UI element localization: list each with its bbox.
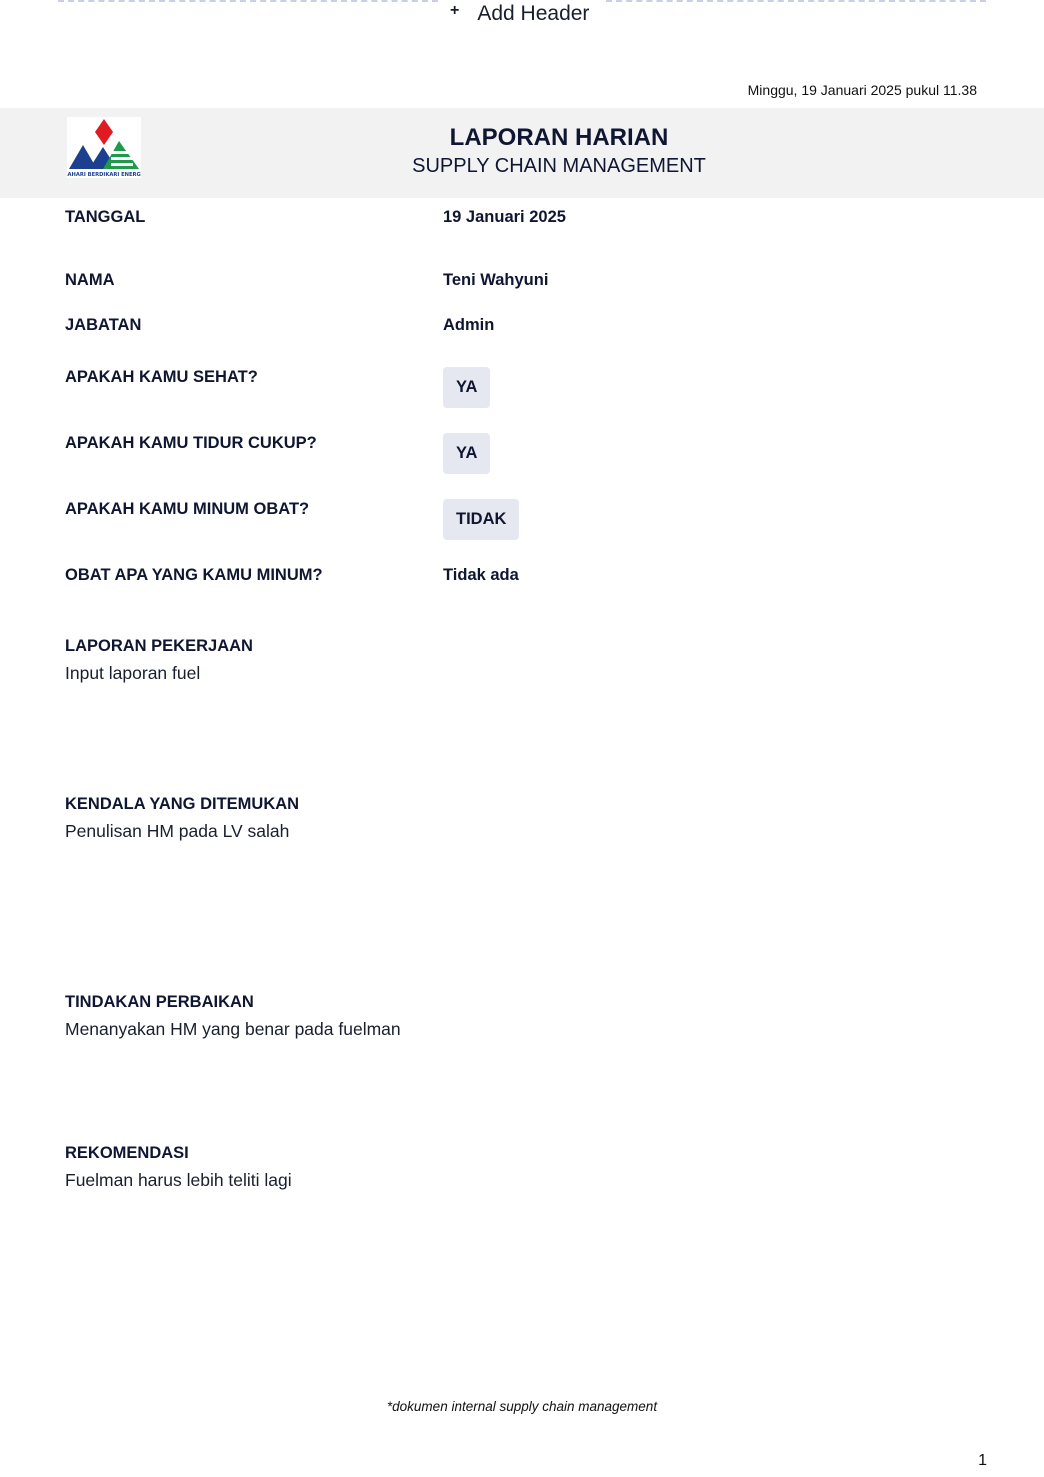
dashed-divider-right: [606, 0, 986, 2]
timestamp: Minggu, 19 Januari 2025 pukul 11.38: [747, 82, 977, 98]
dashed-divider-left: [58, 0, 438, 2]
field-value-jabatan: Admin: [443, 316, 495, 334]
field-value-tanggal: 19 Januari 2025: [443, 208, 566, 226]
field-value-obat-apa: Tidak ada: [443, 566, 519, 584]
field-label-nama: NAMA: [65, 271, 115, 289]
section-title-kendala: KENDALA YANG DITEMUKAN: [65, 795, 300, 813]
add-header-button[interactable]: [450, 0, 589, 28]
field-label-tanggal: TANGGAL: [65, 208, 146, 226]
field-label-obat-apa: OBAT APA YANG KAMU MINUM?: [65, 566, 323, 584]
answer-chip-minum-obat: TIDAK: [443, 499, 519, 540]
footer-note: *dokumen internal supply chain management: [386, 1399, 658, 1414]
answer-chip-tidur: YA: [443, 433, 490, 474]
report-title: LAPORAN HARIAN: [449, 124, 669, 151]
field-label-sehat: APAKAH KAMU SEHAT?: [65, 368, 258, 386]
field-label-minum-obat: APAKAH KAMU MINUM OBAT?: [65, 500, 310, 518]
add-header-label: Add Header: [477, 2, 590, 25]
section-title-tindakan-perbaikan: TINDAKAN PERBAIKAN: [65, 993, 254, 1011]
plus-icon: +: [450, 2, 460, 19]
report-banner: [0, 108, 1044, 198]
section-body-rekomendasi: Fuelman harus lebih teliti lagi: [65, 1170, 292, 1190]
field-value-nama: Teni Wahyuni: [443, 271, 549, 289]
add-header-bar: [58, 0, 986, 30]
section-body-tindakan-perbaikan: Menanyakan HM yang benar pada fuelman: [65, 1019, 401, 1039]
field-label-jabatan: JABATAN: [65, 316, 142, 334]
section-body-kendala: Penulisan HM pada LV salah: [65, 821, 290, 841]
field-label-tidur: APAKAH KAMU TIDUR CUKUP?: [65, 434, 317, 452]
section-title-rekomendasi: REKOMENDASI: [65, 1144, 189, 1162]
report-subtitle: SUPPLY CHAIN MANAGEMENT: [412, 155, 706, 177]
section-title-laporan-pekerjaan: LAPORAN PEKERJAAN: [65, 637, 253, 655]
section-body-laporan-pekerjaan: Input laporan fuel: [65, 663, 201, 683]
page-number: 1: [978, 1452, 987, 1469]
answer-chip-sehat: YA: [443, 367, 490, 408]
logo-text: BAHARI BERDIKARI ENERGY: [67, 172, 141, 178]
